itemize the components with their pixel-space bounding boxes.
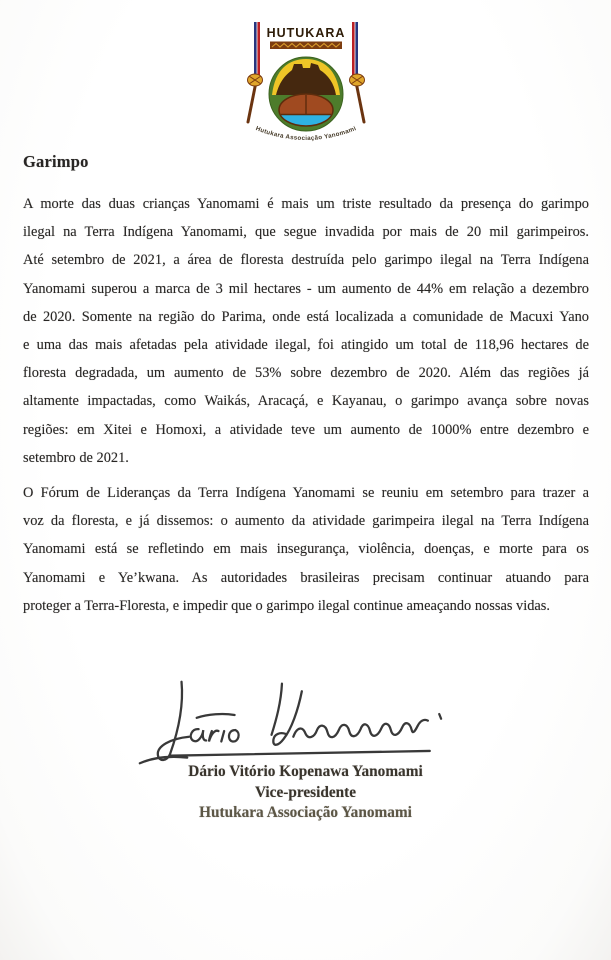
text-line: altamente impactadas, como Waikás, Aracaçá, e Kayanau, o garimpo avança sobre novas [23,393,589,410]
text-line: setembro de 2021. [23,449,129,466]
hutukara-logo [240,18,372,158]
hutukara-logo-graphic [240,18,372,158]
text-line: e uma das mais afetadas pela atividade ilegal, foi atingido um total de 118,96 hectares de [23,337,589,354]
section-heading: Garimpo [23,152,89,171]
text-line: floresta degradada, um aumento de 53% sobre dezembro de 2020. Além das regiões já [23,365,589,382]
shabono-shape [279,94,333,127]
logo-wordmark: HUTUKARA [266,26,345,40]
logo-arc-text: Hutukara Associação Yanomami [254,125,357,143]
signatory-typed-block [0,762,611,824]
text-line: Yanomami e Ye’kwana. As autoridades brasileiras precisam continuar atuando para [23,569,589,586]
text-line: de 2020. Somente na região do Parima, onde está localizada a comunidade de Macuxi Yano [23,308,589,325]
paragraph-2 [23,479,589,620]
text-line: Yanomami superou a marca de 3 mil hectares - um aumento de 44% em relação a dezembro [23,280,589,297]
signature-handwriting [134,678,464,768]
logo-band [270,42,342,50]
signatory-role: Vice-presidente [254,783,357,801]
text-line: ilegal na Terra Indígena Yanomami, que segue invadida por mais de 20 mil garimpeiros. [23,224,589,241]
arrow-right-icon [349,22,364,122]
text-line: regiões: em Xitei e Homoxi, a atividade teve um aumento de 1000% entre dezembro e [23,421,589,438]
arrow-left-icon [247,22,262,122]
signatory-organization: Hutukara Associação Yanomami [199,804,412,821]
signature-block [0,678,611,824]
text-line: proteger a Terra-Floresta, e impedir que o garimpo ilegal continue ameaçando nossas vidas. [23,597,550,614]
letter-content [23,152,589,627]
text-line: Até setembro de 2021, a área de floresta destruída pelo garimpo ilegal na Terra Indígena [23,252,589,269]
text-line: A morte das duas crianças Yanomami é mais um triste resultado da presença do garimpo [23,196,589,212]
text-line: Yanomami está se refletindo em mais insegurança, violência, doenças, e morte para os [23,541,589,558]
text-line: voz da floresta, e já dissemos: o aumento da atividade garimpeira ilegal na Terra Indígena [23,513,589,530]
signatory-name: Dário Vitório Kopenawa Yanomami [188,763,423,780]
paragraph-1 [23,190,589,472]
text-line: O Fórum de Lideranças da Terra Indígena Yanomami se reuniu em setembro para trazer a [23,485,589,502]
